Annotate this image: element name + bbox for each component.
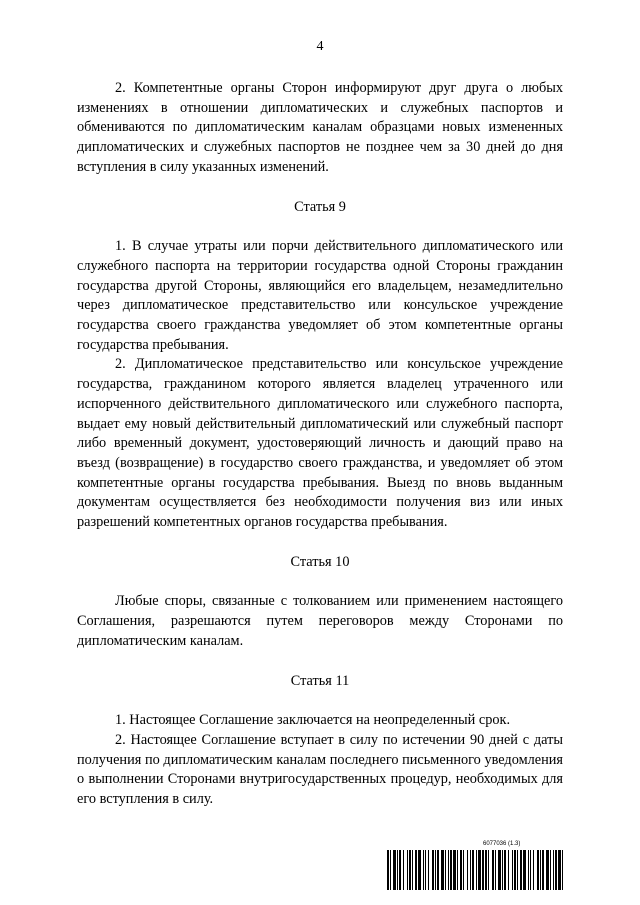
article-9-paragraph-2: 2. Дипломатическое представительство или консульское учреждение государства, гражданином которого является владелец утраченного или испорченного действительного дипломатического или служебного паспорта, выдает ему новый действительный дипломатический или служебный паспорт либо временный документ, удостоверяющий личность и дающий право на въезд (возвращение) в государство своего гражданства, и уведомляет об этом компетентные органы государства пребывания. Выезд по вновь выданным документам осуществляется без необходимости получения виз или иных разрешений компетентных органов государства пребывания. <box>77 356 563 531</box>
document-barcode <box>387 841 565 891</box>
barcode-caption: 6077036 (1.3) <box>483 841 521 847</box>
page-number: 4 <box>316 39 324 54</box>
article-10-heading: Статья 10 <box>290 553 350 570</box>
article-9-heading: Статья 9 <box>294 198 346 215</box>
article-11-paragraph-1: 1. Настоящее Соглашение заключается на неопределенный срок. <box>115 712 511 729</box>
barcode-icon <box>387 850 565 890</box>
article-10-paragraph: Любые споры, связанные с толкованием или применением настоящего Соглашения, разрешаются путем переговоров между Сторонами по дипломатическим каналам. <box>77 593 563 649</box>
article-11-heading: Статья 11 <box>290 672 350 689</box>
article-11-paragraph-2: 2. Настоящее Соглашение вступает в силу по истечении 90 дней с даты получения по дипломатическим каналам последнего письменного уведомления о выполнении Сторонами внутригосударственных процедур, необходимых для его вступления в силу. <box>77 731 563 808</box>
document-body <box>77 79 563 810</box>
article-9-paragraph-1: 1. В случае утраты или порчи действительного дипломатического или служебного паспорта на территории государства одной Стороны гражданин государства другой Стороны, являющийся его владельцем, незамедлительно через дипломатическое представительство или консульское учреждение государства своего гражданства уведомляет об этом компетентные органы государства пребывания. <box>77 238 563 353</box>
article-8-paragraph-2: 2. Компетентные органы Сторон информируют друг друга о любых изменениях в отношении дипломатических и служебных паспортов и обмениваются по дипломатическим каналам образцами новых измененных дипломатических и служебных паспортов не позднее чем за 30 дней до дня вступления в силу указанных изменений. <box>77 80 563 175</box>
